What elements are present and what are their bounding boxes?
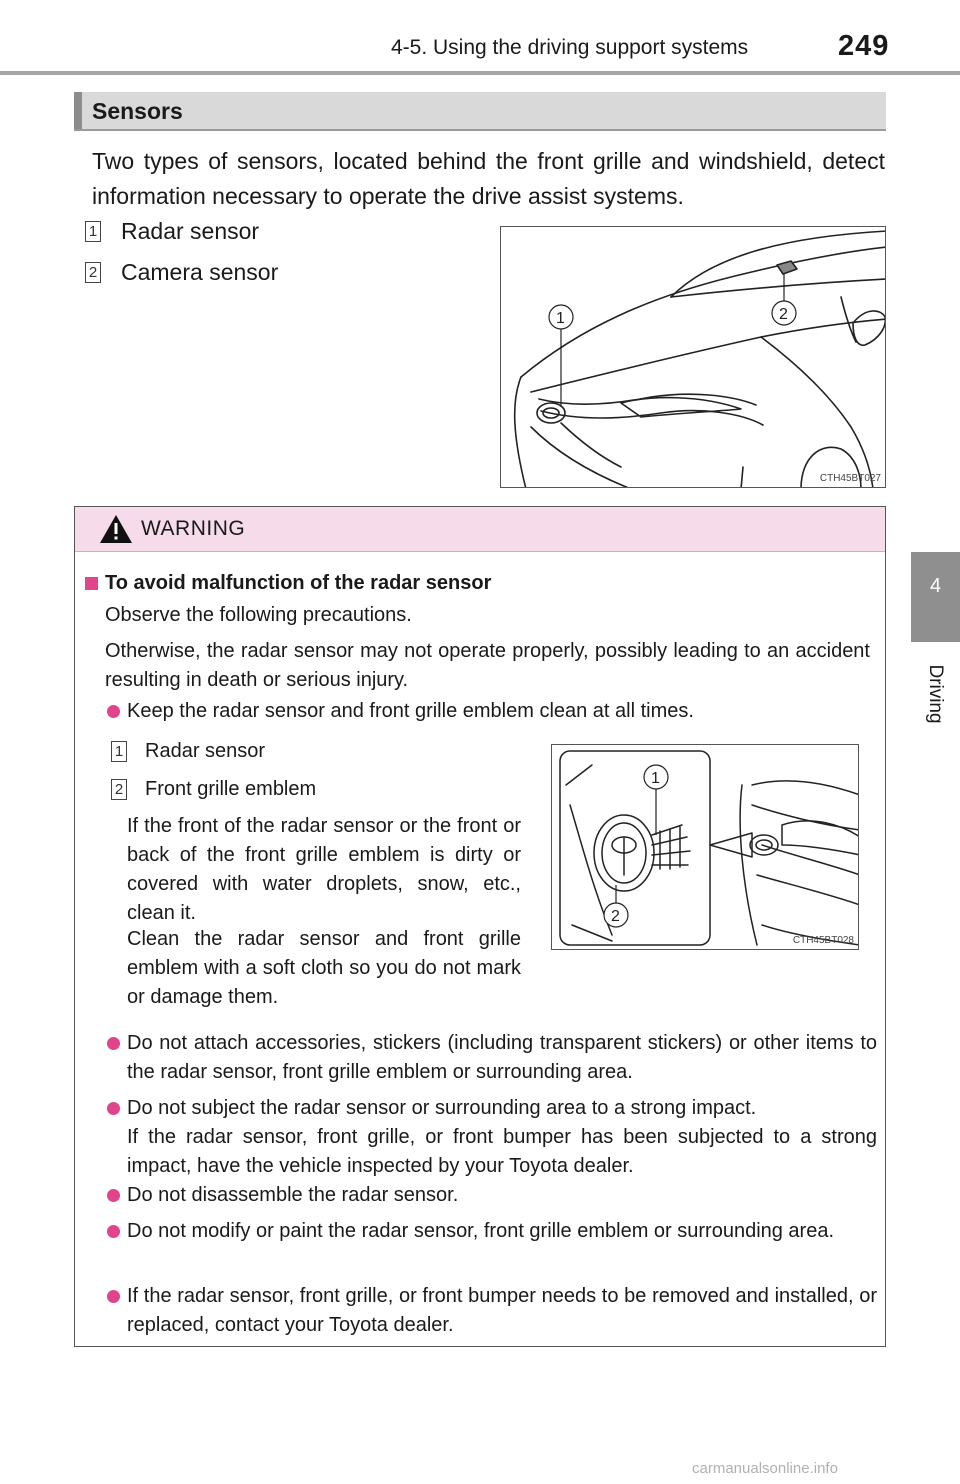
bullet-icon — [107, 1290, 120, 1303]
figure-code: CTH45BT028 — [792, 935, 854, 946]
sub-item-2-label: Front grille emblem — [145, 778, 317, 800]
bullet-icon — [107, 705, 120, 718]
warning-triangle-icon — [99, 514, 133, 544]
bullet-icon — [107, 1225, 120, 1238]
sub-item-1-badge: 1 — [111, 741, 127, 762]
warning-header — [75, 507, 885, 552]
sub-item-2-badge: 2 — [111, 779, 127, 800]
sub-item-1-label: Radar sensor — [145, 740, 266, 762]
page-number: 249 — [838, 30, 890, 62]
sensor-location-figure — [500, 226, 886, 488]
svg-text:2: 2 — [779, 306, 788, 323]
warning-label: WARNING — [141, 517, 246, 540]
footer-watermark: carmanualsonline.info — [692, 1460, 838, 1477]
warning-bullet-4: Do not disassemble the radar sensor. — [127, 1184, 459, 1206]
sensor-item-2-label: Camera sensor — [121, 259, 279, 285]
warning-bullet-3-detail: If the radar sensor, front grille, or front bumper has been subjected to a strong impact, have the vehicle inspected by your Toyota dealer. — [127, 1126, 877, 1177]
warning-sub-paragraph-1: If the front of the radar sensor or the front or back of the front grille emblem is dirty or covered with water droplets, snow, etc., clean it. — [127, 815, 521, 924]
emblem-figure — [551, 744, 859, 950]
section-title-bar — [74, 92, 886, 131]
warning-heading: To avoid malfunction of the radar sensor — [105, 572, 492, 594]
sensor-item-1-label: Radar sensor — [121, 218, 260, 244]
header-rule — [0, 71, 960, 75]
section-title: Sensors — [92, 98, 183, 124]
warning-bullet-3: Do not subject the radar sensor or surrounding area to a strong impact. — [127, 1097, 757, 1119]
bullet-icon — [107, 1037, 120, 1050]
running-header-title: 4-5. Using the driving support systems — [391, 36, 749, 59]
warning-box — [74, 506, 886, 1347]
car-front-illustration — [501, 227, 886, 488]
warning-bullet-6: If the radar sensor, front grille, or front bumper needs to be removed and installed, or replaced, contact your Toyota dealer. — [127, 1285, 877, 1336]
sensors-intro: Two types of sensors, located behind the front grille and windshield, detect information necessary to operate the drive assist systems. — [92, 148, 885, 209]
sensor-item-2-badge: 2 — [85, 262, 101, 283]
warning-bullet-1: Keep the radar sensor and front grille emblem clean at all times. — [127, 700, 694, 722]
chapter-tab-label: Driving — [925, 664, 946, 724]
svg-text:2: 2 — [611, 908, 620, 925]
heading-square-icon — [85, 577, 98, 590]
section-title-accent — [74, 92, 82, 129]
warning-paragraph-2: Otherwise, the radar sensor may not operate properly, possibly leading to an accident resulting in death or serious injury. — [105, 640, 870, 691]
warning-bullet-2: Do not attach accessories, stickers (including transparent stickers) or other items to the radar sensor, front grille emblem or surrounding area. — [127, 1032, 877, 1083]
sensor-item-1-badge: 1 — [85, 221, 101, 242]
svg-text:1: 1 — [556, 310, 565, 327]
grille-emblem-illustration — [552, 745, 859, 950]
warning-sub-paragraph-2: Clean the radar sensor and front grille emblem with a soft cloth so you do not mark or damage them. — [127, 928, 521, 1008]
warning-paragraph-1: Observe the following precautions. — [105, 604, 412, 626]
figure-code: CTH45BT027 — [819, 473, 881, 484]
svg-text:1: 1 — [651, 770, 660, 787]
warning-bullet-5: Do not modify or paint the radar sensor, front grille emblem or surrounding area. — [127, 1220, 835, 1242]
chapter-tab-number: 4 — [929, 575, 942, 597]
bullet-icon — [107, 1102, 120, 1115]
bullet-icon — [107, 1189, 120, 1202]
